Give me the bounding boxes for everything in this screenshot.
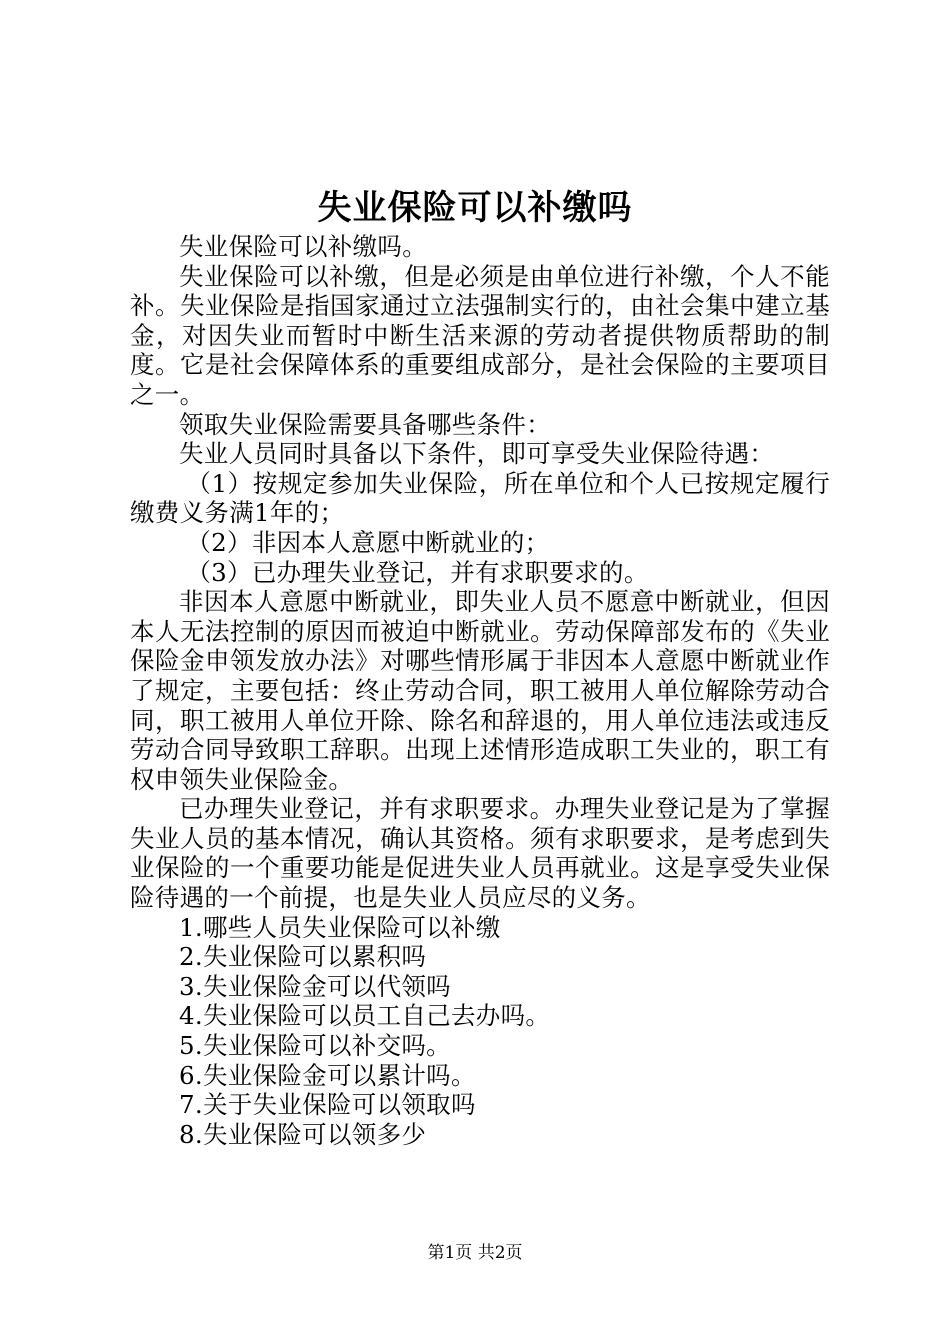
related-item-8: 8.失业保险可以领多少 — [179, 1119, 427, 1149]
paragraph-conditions-lead: 失业人员同时具备以下条件，即可享受失业保险待遇： — [179, 439, 775, 469]
related-item-4: 4.失业保险可以员工自己去办吗。 — [179, 1001, 551, 1031]
paragraph-registration: 已办理失业登记，并有求职要求。办理失业登记是为了掌握失业人员的基本情况，确认其资格。须有求职要求，是考虑到失业保险的一个重要功能是促进失业人员再就业。这是享受失业保险待遇的一个前提，也是失业人员应尽的义务。 — [130, 794, 830, 913]
condition-item-3: （3）已办理失业登记，并有求职要求的。 — [186, 557, 649, 587]
condition-item-2: （2）非因本人意愿中断就业的； — [186, 527, 550, 557]
related-item-3: 3.失业保险金可以代领吗 — [179, 971, 451, 1001]
related-item-5: 5.失业保险可以补交吗。 — [179, 1031, 451, 1061]
document-body — [130, 232, 830, 1149]
related-item-7: 7.关于失业保险可以领取吗 — [179, 1090, 476, 1120]
paragraph-involuntary: 非因本人意愿中断就业，即失业人员不愿意中断就业，但因本人无法控制的原因而被迫中断就业。劳动保障部发布的《失业保险金申领发放办法》对哪些情形属于非因本人意愿中断就业作了规定，主要包括：终止劳动合同，职工被用人单位解除劳动合同，职工被用人单位开除、除名和辞退的，用人单位违法或违反劳动合同导致职工辞职。出现上述情形造成职工失业的，职工有权申领失业保险金。 — [130, 587, 830, 794]
paragraph-intro: 失业保险可以补缴吗。 — [179, 232, 427, 261]
page-footer: 第1页 共2页 — [427, 1243, 523, 1263]
related-item-6: 6.失业保险金可以累计吗。 — [179, 1060, 476, 1090]
related-item-1: 1.哪些人员失业保险可以补缴 — [179, 912, 501, 942]
document-title: 失业保险可以补缴吗 — [317, 188, 633, 228]
related-item-2: 2.失业保险可以累积吗 — [179, 942, 427, 972]
paragraph-definition: 失业保险可以补缴，但是必须是由单位进行补缴，个人不能补。失业保险是指国家通过立法强制实行的，由社会集中建立基金，对因失业而暂时中断生活来源的劳动者提供物质帮助的制度。它是社会保障体系的重要组成部分，是社会保险的主要项目之一。 — [130, 261, 830, 409]
paragraph-conditions-heading: 领取失业保险需要具备哪些条件： — [179, 409, 551, 439]
condition-item-1: （1）按规定参加失业保险，所在单位和个人已按规定履行缴费义务满1年的； — [130, 468, 830, 528]
